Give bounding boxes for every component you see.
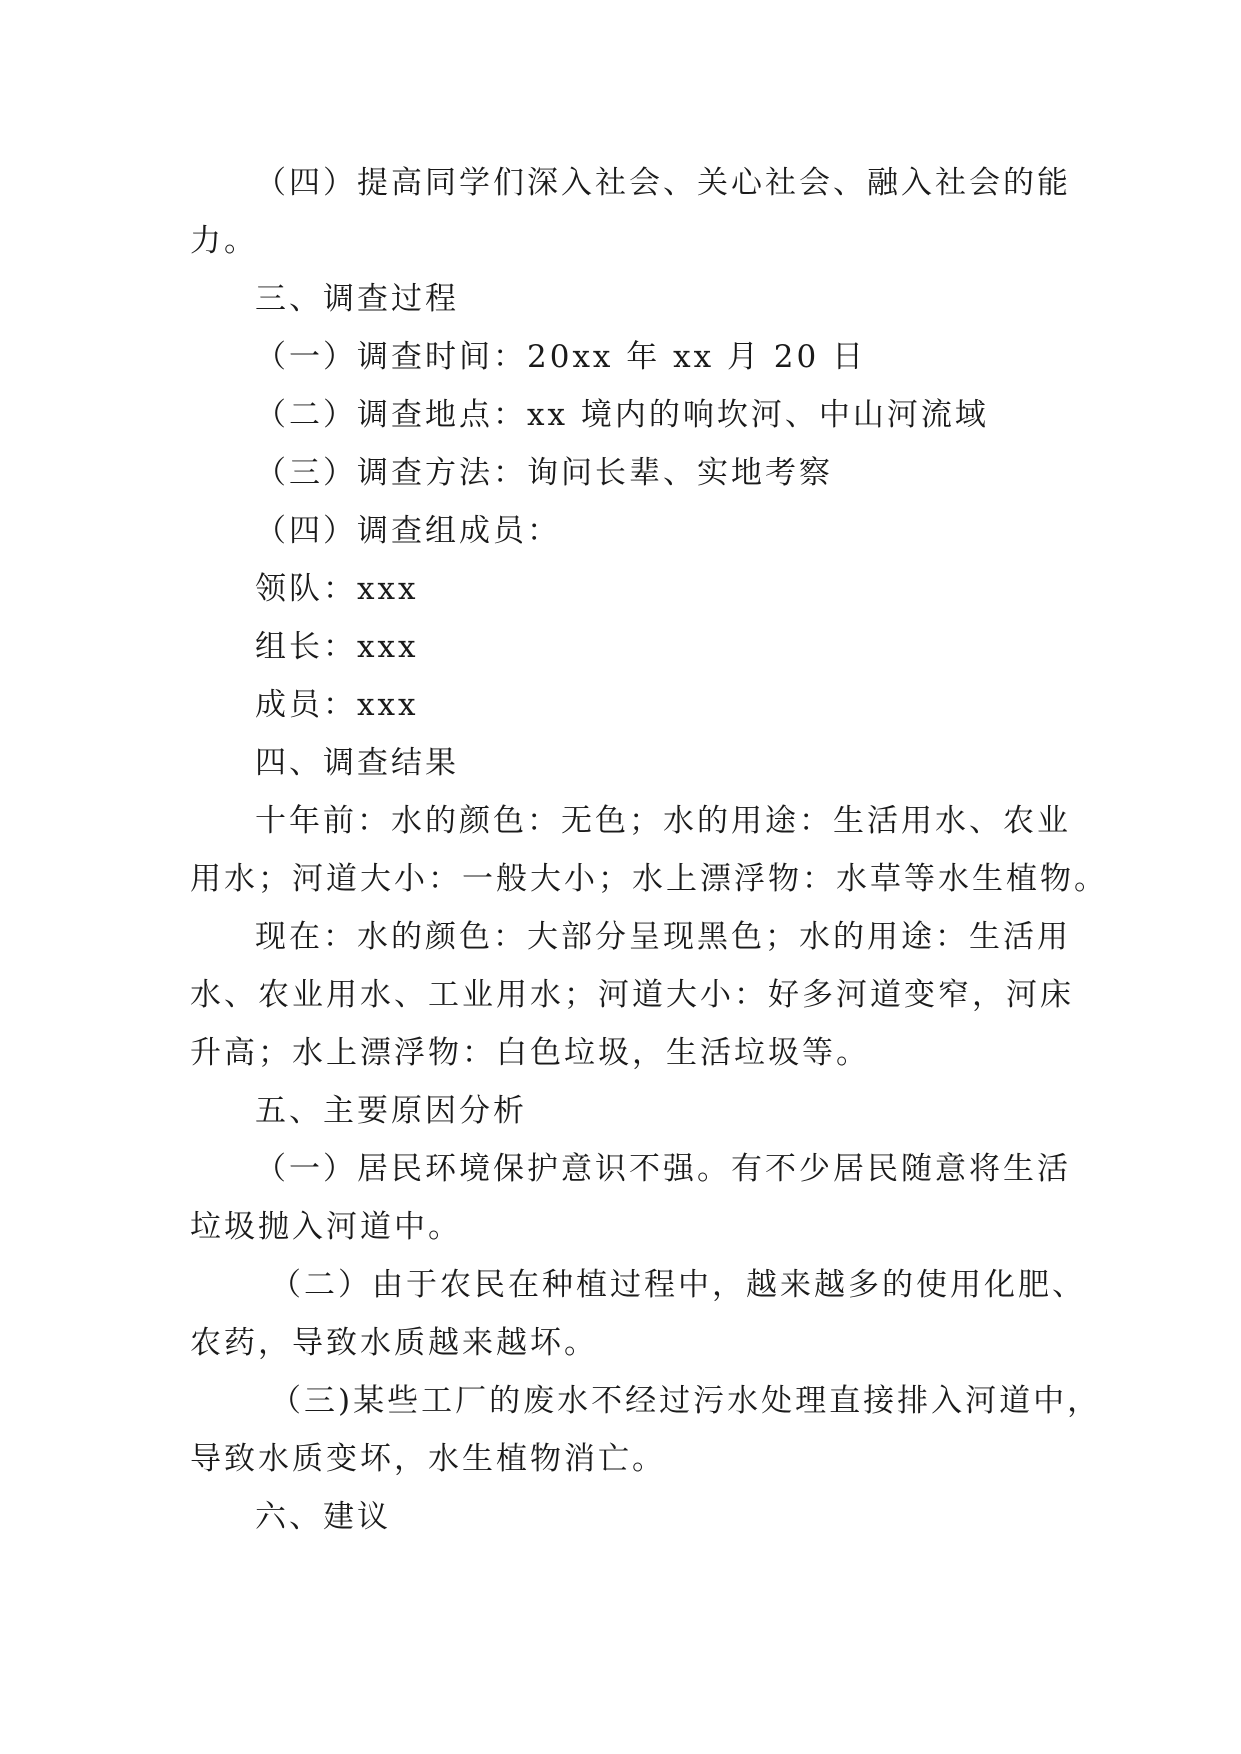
paragraph-line: （三)某些工厂的废水不经过污水处理直接排入河道中， (270, 1383, 1102, 1419)
paragraph-line: （一）调查时间：20xx 年 xx 月 20 日 (255, 339, 867, 375)
paragraph-line: （二）由于农民在种植过程中，越来越多的使用化肥、 (270, 1267, 1086, 1303)
section-heading: 三、调查过程 (255, 281, 459, 317)
paragraph-line: 导致水质变坏，水生植物消亡。 (190, 1441, 666, 1477)
paragraph-line: （四）调查组成员： (255, 513, 561, 549)
paragraph-line: （一）居民环境保护意识不强。有不少居民随意将生活 (255, 1151, 1071, 1187)
paragraph-line: （四）提高同学们深入社会、关心社会、融入社会的能 (255, 165, 1071, 201)
paragraph-line: （二）调查地点：xx 境内的响坎河、中山河流域 (255, 397, 989, 433)
paragraph-line: 成员：xxx (255, 687, 419, 723)
paragraph-line: 农药，导致水质越来越坏。 (190, 1325, 598, 1361)
paragraph-line: 升高；水上漂浮物：白色垃圾，生活垃圾等。 (190, 1035, 870, 1071)
section-heading: 五、主要原因分析 (255, 1093, 527, 1129)
paragraph-line: 十年前：水的颜色：无色；水的用途：生活用水、农业 (255, 803, 1071, 839)
section-heading: 六、建议 (255, 1499, 391, 1535)
paragraph-line: 力。 (190, 223, 258, 259)
paragraph-line: 垃圾抛入河道中。 (190, 1209, 462, 1245)
paragraph-line: （三）调查方法：询问长辈、实地考察 (255, 455, 833, 491)
paragraph-line: 组长：xxx (255, 629, 419, 665)
paragraph-line: 领队：xxx (255, 571, 419, 607)
paragraph-line: 用水；河道大小：一般大小；水上漂浮物：水草等水生植物。 (190, 861, 1108, 897)
paragraph-line: 现在：水的颜色：大部分呈现黑色；水的用途：生活用 (255, 919, 1071, 955)
paragraph-line: 水、农业用水、工业用水；河道大小：好多河道变窄，河床 (190, 977, 1074, 1013)
section-heading: 四、调查结果 (255, 745, 459, 781)
